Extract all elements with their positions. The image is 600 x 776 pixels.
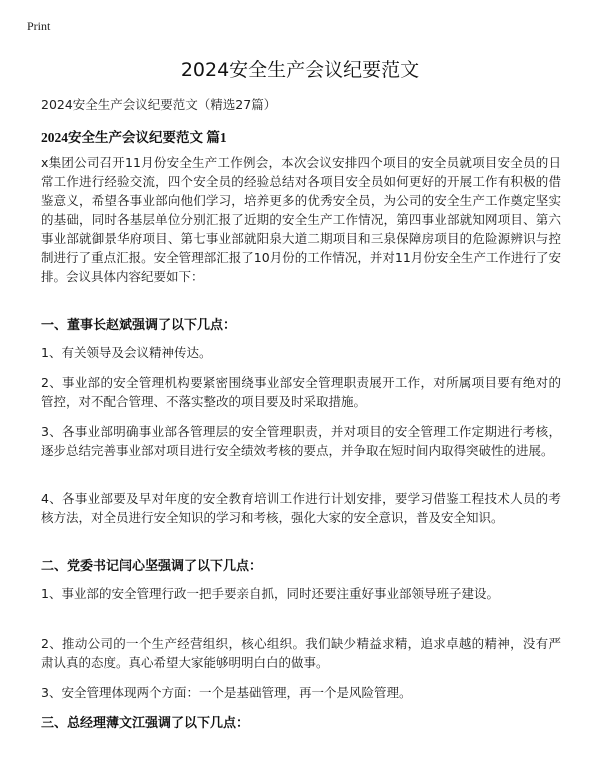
intro-paragraph: x集团公司召开11月份安全生产工作例会，本次会议安排四个项目的安全员就项目安全员的日常工作进行经验交流，四个安全员的经验总结对各项目安全员如何更好的开展工作有积极的借鉴意义，希望各事业部向他们学习，培养更多的优秀安全员，为公司的安全生产工作奠定坚实的基础，同时各基层单位分别汇报了近期的安全生产工作情况，第四事业部就知网项目、第六事业部就御景华府项目、第七事业部就阳泉大道二期项目和三泉保障房项目的危险源辨识与控制进行了重点汇报。安全管理部汇报了10月份的工作情况，并对11月份安全生产工作进行了安排。会议具体内容纪要如下：: [41, 155, 561, 284]
paragraph-1-3: 3、各事业部明确事业部各管理层的安全管理职责，并对项目的安全管理工作定期进行考核，逐步总结完善事业部对项目进行安全绩效考核的要点，并争取在短时间内取得突破性的进展。: [41, 424, 561, 458]
page-title: 2024安全生产会议纪要范文: [180, 59, 420, 81]
paragraph-2-2: 2、推动公司的一个生产经营组织，核心组织。我们缺少精益求精，追求卓越的精神，没有严肃认真的态度。真心希望大家能够明明白白的做事。: [41, 636, 561, 670]
section-title: 2024安全生产会议纪要范文 篇1: [41, 130, 227, 145]
heading-general-manager: 三、总经理薄文江强调了以下几点：: [41, 716, 250, 731]
paragraph-2-3: 3、安全管理体现两个方面：一个是基础管理，再一个是风险管理。: [41, 685, 412, 700]
heading-chairman: 一、董事长赵斌强调了以下几点：: [41, 318, 237, 333]
print-link[interactable]: Print: [27, 19, 51, 33]
document-subtitle: 2024安全生产会议纪要范文（精选27篇）: [41, 97, 277, 112]
paragraph-1-2: 2、事业部的安全管理机构要紧密围绕事业部安全管理职责展开工作，对所属项目要有绝对的管控，对不配合管理、不落实整改的项目要及时采取措施。: [41, 375, 561, 409]
paragraph-1-4: 4、各事业部要及早对年度的安全教育培训工作进行计划安排，要学习借鉴工程技术人员的考核方法，对全员进行安全知识的学习和考核，强化大家的安全意识，普及安全知识。: [41, 491, 561, 525]
paragraph-1-1: 1、有关领导及会议精神传达。: [41, 345, 212, 360]
heading-party-secretary: 二、党委书记闫心坚强调了以下几点：: [41, 559, 263, 574]
paragraph-2-1: 1、事业部的安全管理行政一把手要亲自抓，同时还要注重好事业部领导班子建设。: [41, 586, 499, 601]
